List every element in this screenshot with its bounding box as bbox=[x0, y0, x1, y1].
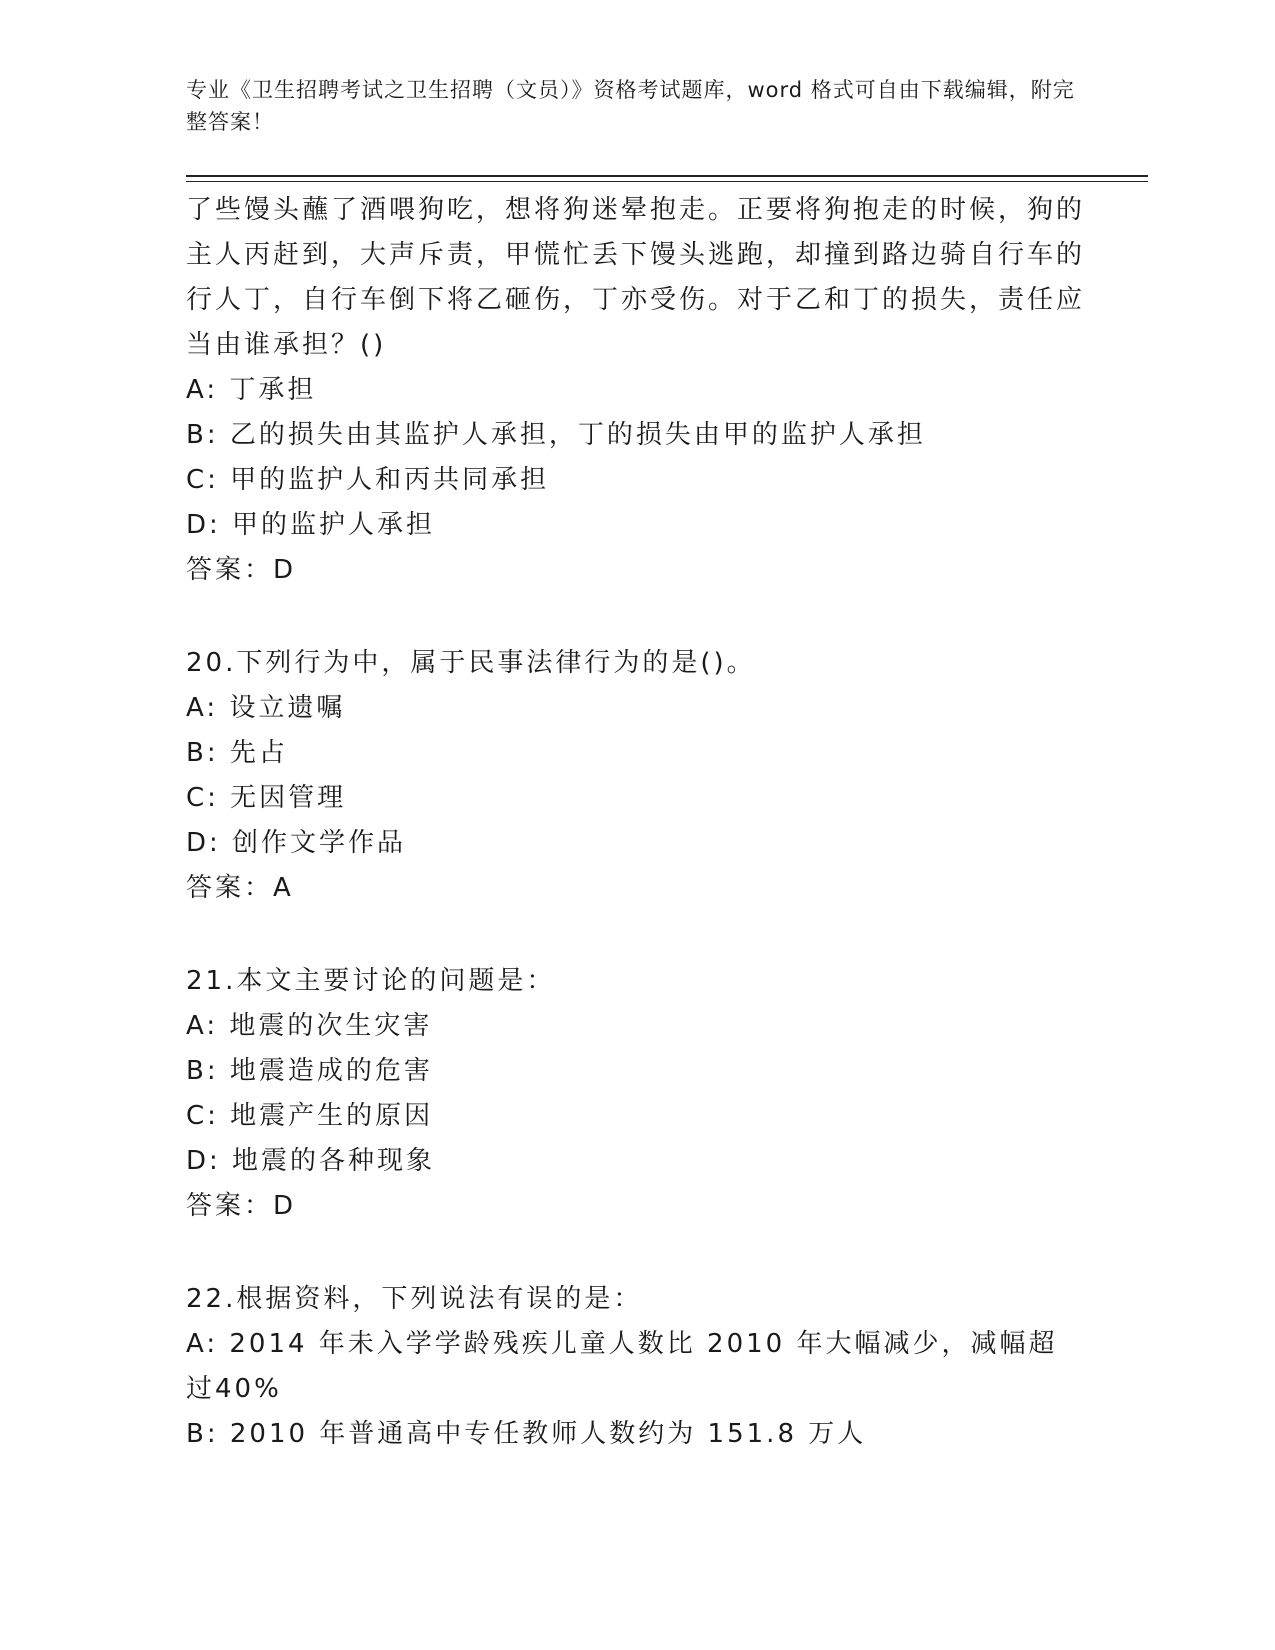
option-b: B: 地震造成的危害 bbox=[186, 1056, 433, 1086]
question-stem: 20.下列行为中，属于民事法律行为的是()。 bbox=[186, 648, 756, 678]
question-22 bbox=[186, 1277, 1086, 1457]
question-stem: 21.本文主要讨论的问题是： bbox=[186, 966, 556, 996]
answer: 答案：A bbox=[186, 873, 294, 903]
question-19 bbox=[186, 188, 1086, 593]
question-list bbox=[186, 188, 1086, 1457]
answer: 答案：D bbox=[186, 555, 297, 585]
header-rule-thin bbox=[186, 181, 1148, 182]
spacer bbox=[186, 593, 1086, 641]
spacer bbox=[186, 911, 1086, 959]
option-c: C: 地震产生的原因 bbox=[186, 1101, 434, 1131]
option-d: D: 创作文学作品 bbox=[186, 828, 407, 858]
option-b: B: 2010 年普通高中专任教师人数约为 151.8 万人 bbox=[186, 1419, 867, 1449]
option-a: A: 设立遗嘱 bbox=[186, 693, 346, 723]
option-b: B: 乙的损失由其监护人承担，丁的损失由甲的监护人承担 bbox=[186, 420, 926, 450]
header-rule bbox=[186, 175, 1148, 177]
question-21 bbox=[186, 959, 1086, 1229]
option-d: D: 地震的各种现象 bbox=[186, 1146, 436, 1176]
question-stem: 了些馒头蘸了酒喂狗吃，想将狗迷晕抱走。正要将狗抱走的时候，狗的主人丙赶到，大声斥责，甲慌忙丢下馒头逃跑，却撞到路边骑自行车的行人丁，自行车倒下将乙砸伤，丁亦受伤。对于乙和丁的损失，责任应当由谁承担？() bbox=[186, 195, 1086, 360]
question-20 bbox=[186, 641, 1086, 911]
spacer bbox=[186, 1229, 1086, 1277]
option-a: A: 2014 年未入学学龄残疾儿童人数比 2010 年大幅减少，减幅超过40% bbox=[186, 1329, 1058, 1404]
option-a: A: 丁承担 bbox=[186, 375, 317, 405]
option-c: C: 甲的监护人和丙共同承担 bbox=[186, 465, 550, 495]
option-d: D: 甲的监护人承担 bbox=[186, 510, 436, 540]
option-a: A: 地震的次生灾害 bbox=[186, 1011, 433, 1041]
page-header: 专业《卫生招聘考试之卫生招聘（文员）》资格考试题库，word 格式可自由下载编辑，附完整答案！ bbox=[186, 78, 1075, 134]
answer: 答案：D bbox=[186, 1191, 297, 1221]
option-c: C: 无因管理 bbox=[186, 783, 347, 813]
option-b: B: 先占 bbox=[186, 738, 288, 768]
question-stem: 22.根据资料，下列说法有误的是： bbox=[186, 1284, 643, 1314]
